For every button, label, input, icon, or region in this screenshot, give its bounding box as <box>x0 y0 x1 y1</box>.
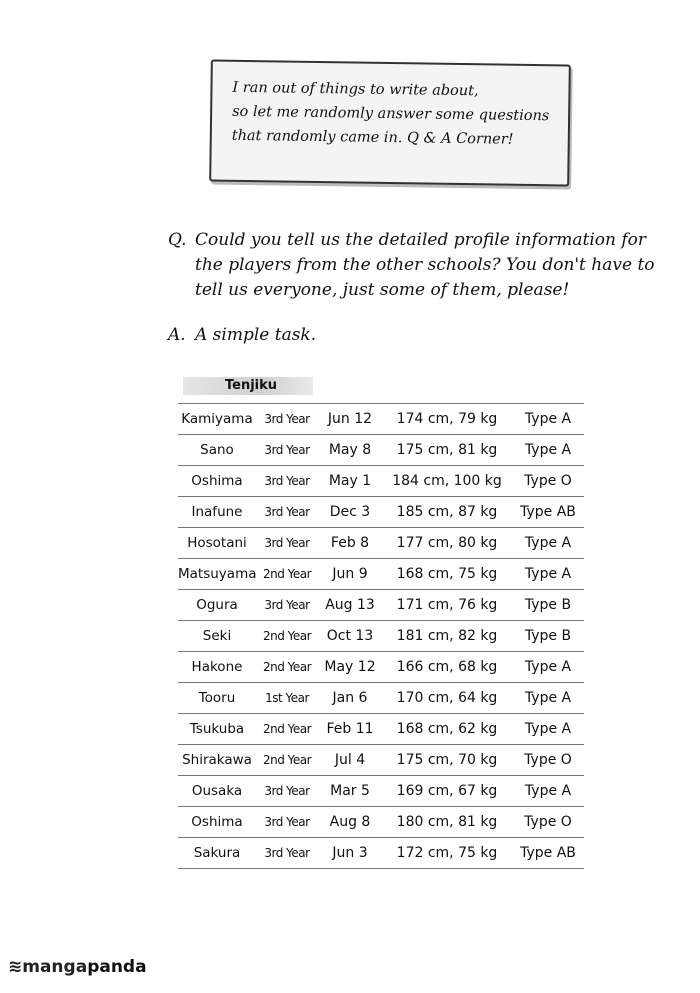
player-name: Tooru <box>198 690 236 706</box>
player-height-weight: 169 cm, 67 kg <box>396 783 498 799</box>
player-height-weight: 180 cm, 81 kg <box>396 814 498 830</box>
player-profile-table <box>178 403 584 869</box>
table-row <box>178 775 584 806</box>
player-name: Inafune <box>191 504 243 520</box>
player-blood-type: Type A <box>524 721 572 737</box>
player-blood-type: Type O <box>524 814 572 830</box>
player-blood-type: Type B <box>524 597 572 613</box>
logo-mark-icon: ≋ <box>8 957 23 977</box>
player-name: Oshima <box>191 814 243 830</box>
logo-text: manga <box>22 957 88 977</box>
player-birthday: Jan 6 <box>332 690 368 706</box>
player-year: 2nd Year <box>262 629 312 643</box>
note-line: I ran out of things to write about, <box>232 79 479 100</box>
table-row <box>178 744 584 775</box>
player-year: 3rd Year <box>264 474 310 488</box>
table-row <box>178 837 584 869</box>
table-row <box>178 496 584 527</box>
player-height-weight: 168 cm, 75 kg <box>396 566 498 582</box>
table-row <box>178 434 584 465</box>
player-year: 2nd Year <box>262 722 312 736</box>
question-mark-label: Q. <box>168 230 187 250</box>
player-height-weight: 166 cm, 68 kg <box>396 659 498 675</box>
player-blood-type: Type A <box>524 566 572 582</box>
player-year: 3rd Year <box>264 846 310 860</box>
player-height-weight: 184 cm, 100 kg <box>392 473 502 489</box>
player-birthday: Dec 3 <box>329 504 371 520</box>
player-blood-type: Type A <box>524 690 572 706</box>
player-height-weight: 171 cm, 76 kg <box>396 597 498 613</box>
player-height-weight: 177 cm, 80 kg <box>396 535 498 551</box>
player-blood-type: Type A <box>524 783 572 799</box>
table-row <box>178 682 584 713</box>
player-name: Oshima <box>191 473 243 489</box>
player-blood-type: Type A <box>524 442 572 458</box>
player-name: Matsuyama <box>178 566 257 582</box>
player-height-weight: 168 cm, 62 kg <box>396 721 498 737</box>
player-name: Kamiyama <box>181 411 253 427</box>
player-year: 2nd Year <box>262 567 312 581</box>
table-row <box>178 558 584 589</box>
answer-mark-label: A. <box>168 325 186 345</box>
table-row <box>178 465 584 496</box>
answer-text: A simple task. <box>195 325 317 345</box>
player-name: Shirakawa <box>182 752 252 768</box>
note-line: so let me randomly answer some questions <box>232 103 550 125</box>
logo-text: panda <box>87 957 147 977</box>
player-birthday: Jul 4 <box>334 752 366 768</box>
player-birthday: Oct 13 <box>326 628 374 644</box>
player-birthday: Jun 3 <box>332 845 368 861</box>
player-birthday: May 12 <box>324 659 376 675</box>
player-height-weight: 175 cm, 70 kg <box>396 752 498 768</box>
player-birthday: Aug 8 <box>329 814 371 830</box>
player-birthday: Jun 9 <box>332 566 368 582</box>
player-name: Ousaka <box>191 783 243 799</box>
table-row <box>178 651 584 682</box>
player-year: 3rd Year <box>264 505 310 519</box>
player-name: Sakura <box>193 845 241 861</box>
player-height-weight: 172 cm, 75 kg <box>396 845 498 861</box>
player-blood-type: Type O <box>524 473 572 489</box>
player-birthday: Mar 5 <box>330 783 370 799</box>
table-row <box>178 620 584 651</box>
note-text <box>232 76 550 152</box>
player-blood-type: Type A <box>524 535 572 551</box>
player-birthday: May 1 <box>328 473 372 489</box>
qa-corner-note-box <box>209 59 571 186</box>
player-birthday: May 8 <box>328 442 372 458</box>
table-row <box>178 806 584 837</box>
table-row <box>178 589 584 620</box>
player-year: 2nd Year <box>262 753 312 767</box>
player-year: 2nd Year <box>262 660 312 674</box>
player-name: Seki <box>202 628 232 644</box>
player-name: Tsukuba <box>189 721 245 737</box>
player-name: Ogura <box>196 597 238 613</box>
player-year: 3rd Year <box>264 412 310 426</box>
player-birthday: Feb 8 <box>330 535 370 551</box>
note-line: that randomly came in. Q & A Corner! <box>231 127 514 148</box>
player-height-weight: 170 cm, 64 kg <box>396 690 498 706</box>
player-height-weight: 185 cm, 87 kg <box>396 504 498 520</box>
player-blood-type: Type O <box>524 752 572 768</box>
player-height-weight: 181 cm, 82 kg <box>396 628 498 644</box>
player-blood-type: Type A <box>524 411 572 427</box>
watermark-logo <box>8 957 147 977</box>
player-year: 3rd Year <box>264 443 310 457</box>
player-year: 3rd Year <box>264 815 310 829</box>
player-name: Hakone <box>191 659 243 675</box>
table-row <box>178 527 584 558</box>
player-year: 3rd Year <box>264 598 310 612</box>
player-blood-type: Type AB <box>520 504 576 520</box>
player-year: 3rd Year <box>264 784 310 798</box>
player-birthday: Feb 11 <box>326 721 374 737</box>
question-text: Could you tell us the detailed profile information for the players from the other schools? You don't have to tell us everyone, just some of them, please! <box>195 230 655 300</box>
player-year: 3rd Year <box>264 536 310 550</box>
player-birthday: Aug 13 <box>325 597 375 613</box>
player-blood-type: Type A <box>524 659 572 675</box>
player-height-weight: 174 cm, 79 kg <box>396 411 498 427</box>
player-year: 1st Year <box>265 691 309 705</box>
player-blood-type: Type AB <box>520 845 576 861</box>
player-birthday: Jun 12 <box>327 411 373 427</box>
player-height-weight: 175 cm, 81 kg <box>396 442 498 458</box>
table-row <box>178 713 584 744</box>
school-label: Tenjiku <box>183 377 313 395</box>
player-name: Hosotani <box>187 535 247 551</box>
table-row <box>178 403 584 434</box>
player-name: Sano <box>200 442 234 458</box>
player-blood-type: Type B <box>524 628 572 644</box>
